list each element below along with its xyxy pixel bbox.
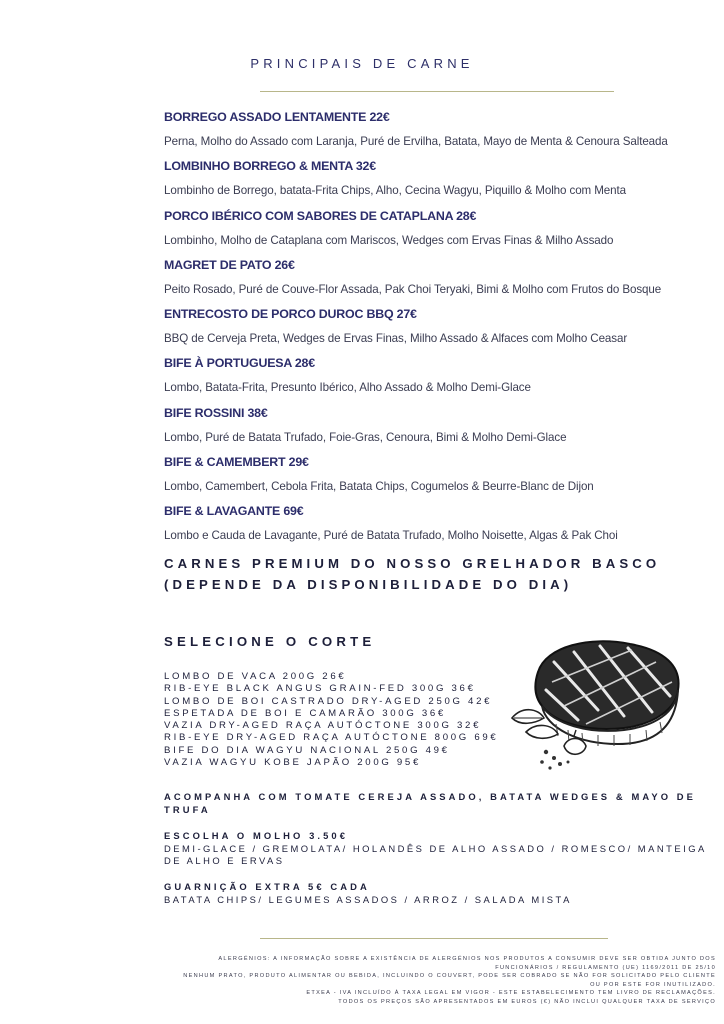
footer-line: TODOS OS PREÇOS SÃO APRESENTADOS EM EUROS (€) NÃO INCLUI QUALQUER TAXA DE SERVIÇO (338, 998, 716, 1005)
cut-item: ESPETADA DE BOI E CAMARÃO 300G 36€ (164, 707, 446, 719)
dish-description: Lombo e Cauda de Lavagante, Puré de Batata Trufado, Molho Noisette, Algas & Pak Choi (164, 529, 618, 543)
dish-description: Lombo, Puré de Batata Trufado, Foie-Gras, Cenoura, Bimi & Molho Demi-Glace (164, 430, 567, 444)
dish-description: Peito Rosado, Puré de Couve-Flor Assada, Pak Choi Teryaki, Bimi & Molho com Frutos do Bosque (164, 282, 662, 296)
dish-item (164, 498, 724, 547)
dish-name: LOMBINHO BORREGO & MENTA 32€ (164, 159, 376, 174)
footer-line: OU POR ESTE FOR INUTILIZADO. (590, 981, 716, 988)
dish-description: Lombinho de Borrego, batata-Frita Chips, Alho, Cecina Wagyu, Piquillo & Molho com Menta (164, 184, 626, 198)
footer-line: FUNCIONÁRIOS / REGULAMENTO (UE) 1169/2011 DE 25/10 (495, 964, 716, 971)
footer-line: ETXEA - IVA INCLUÍDO À TAXA LEGAL EM VIGOR - ESTE ESTABELECIMENTO TEM LIVRO DE RECLAMAÇÕES. (306, 990, 716, 997)
premium-heading-line-2: (DEPENDE DA DISPONIBILIDADE DO DIA) (164, 577, 573, 592)
cut-item: LOMBO DE BOI CASTRADO DRY-AGED 250G 42€ (164, 695, 493, 707)
side-note: ACOMPANHA COM TOMATE CEREJA ASSADO, BATATA WEDGES & MAYO DE TRUFA (164, 791, 697, 815)
page-title: PRINCIPAIS DE CARNE (250, 56, 474, 71)
dish-description: BBQ de Cerveja Preta, Wedges de Ervas Finas, Milho Assado & Alfaces com Molho Ceasar (164, 332, 628, 346)
select-cut-heading: SELECIONE O CORTE (164, 634, 376, 649)
dish-description: Lombo, Batata-Frita, Presunto Ibérico, Alho Assado & Molho Demi-Glace (164, 381, 531, 395)
cut-item: BIFE DO DIA WAGYU NACIONAL 250G 49€ (164, 744, 450, 756)
steak-illustration-icon (506, 632, 698, 778)
dish-name: PORCO IBÉRICO COM SABORES DE CATAPLANA 28€ (164, 208, 477, 223)
dish-name: BIFE À PORTUGUESA 28€ (164, 356, 315, 371)
dish-item (164, 104, 724, 153)
dish-item (164, 400, 724, 449)
dish-item (164, 252, 724, 301)
dish-item (164, 350, 724, 399)
footer-line: NENHUM PRATO, PRODUTO ALIMENTAR OU BEBIDA, INCLUINDO O COUVERT, PODE SER COBRADO SE NÃO FOR SOLICITADO PELO CLIENTE (183, 973, 716, 980)
extra-side-heading: GUARNIÇÃO EXTRA 5€ CADA (164, 881, 370, 892)
cut-item: VAZIA DRY-AGED RAÇA AUTÓCTONE 300G 32€ (164, 720, 482, 732)
dish-item (164, 301, 724, 350)
premium-heading-line-1: CARNES PREMIUM DO NOSSO GRELHADOR BASCO (164, 556, 661, 571)
dish-name: BORREGO ASSADO LENTAMENTE 22€ (164, 110, 390, 124)
dish-description: Perna, Molho do Assado com Laranja, Puré de Ervilha, Batata, Mayo de Menta & Cenoura Salteada (164, 135, 668, 148)
dish-item (164, 203, 724, 252)
top-divider (260, 91, 614, 92)
dish-name: BIFE ROSSINI 38€ (164, 405, 268, 420)
bottom-divider (260, 938, 608, 939)
dish-item (164, 449, 724, 498)
dish-item (164, 153, 724, 202)
sauce-heading: ESCOLHA O MOLHO 3.50€ (164, 830, 349, 841)
dish-name: BIFE & LAVAGANTE 69€ (164, 504, 304, 519)
dish-name: ENTRECOSTO DE PORCO DUROC BBQ 27€ (164, 307, 417, 322)
cut-item: VAZIA WAGYU KOBE JAPÃO 200G 95€ (164, 757, 421, 769)
dish-description: Lombinho, Molho de Cataplana com Mariscos, Wedges com Ervas Finas & Milho Assado (164, 233, 614, 247)
cut-item: RIB-EYE DRY-AGED RAÇA AUTÓCTONE 800G 69€ (164, 732, 499, 744)
dish-name: MAGRET DE PATO 26€ (164, 257, 295, 272)
cut-item: RIB-EYE BLACK ANGUS GRAIN-FED 300G 36€ (164, 683, 476, 695)
dish-list (164, 104, 724, 548)
footer-line: ALERGÉNIOS: A INFORMAÇÃO SOBRE A EXISTÊNCIA DE ALERGÉNIOS NOS PRODUTOS A CONSUMIR DEVE SER OBTIDA JUNTO DOS (218, 956, 716, 962)
dish-description: Lombo, Camembert, Cebola Frita, Batata Chips, Cogumelos & Beurre-Blanc de Dijon (164, 480, 594, 494)
sauce-section (164, 830, 720, 868)
extra-side-section (164, 881, 720, 906)
cut-item: LOMBO DE VACA 200G 26€ (164, 671, 347, 682)
legal-footer (150, 955, 716, 1007)
dish-name: BIFE & CAMEMBERT 29€ (164, 455, 309, 470)
cut-list (164, 671, 498, 769)
sauce-options: DEMI-GLACE / GREMOLATA/ HOLANDÊS DE ALHO ASSADO / ROMESCO/ MANTEIGA DE ALHO E ERVAS (164, 842, 707, 867)
extra-side-options: BATATA CHIPS/ LEGUMES ASSADOS / ARROZ / SALADA MISTA (164, 893, 572, 905)
premium-heading (164, 553, 724, 595)
